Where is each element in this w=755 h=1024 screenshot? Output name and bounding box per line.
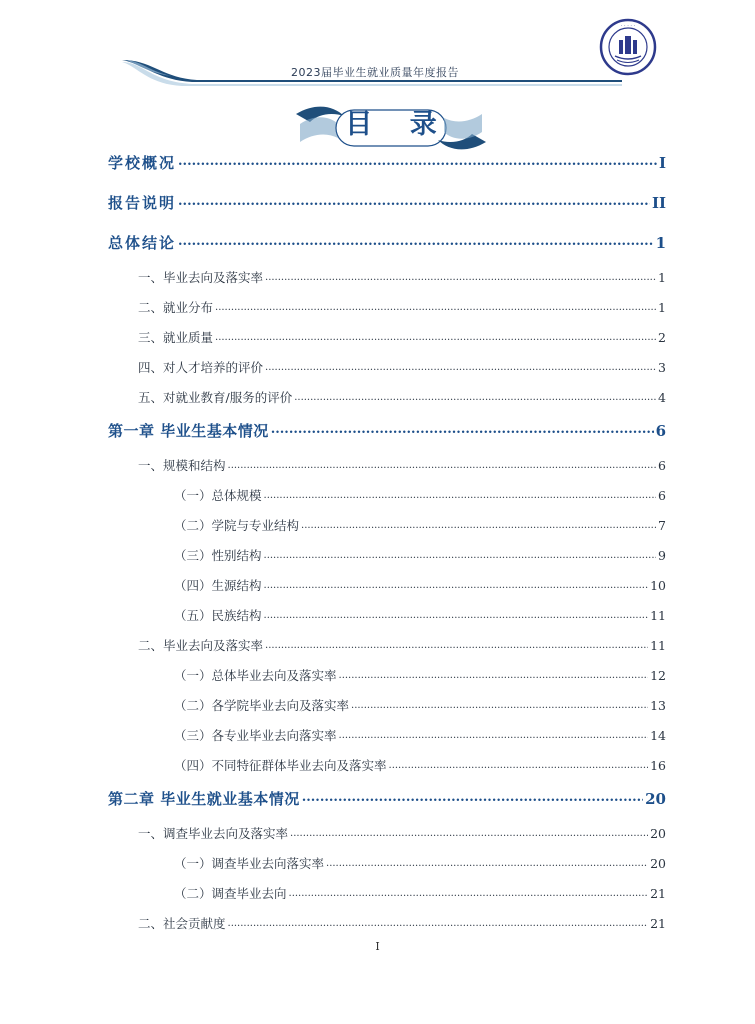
toc-entry-label: （二）各学院毕业去向及落实率: [174, 698, 350, 713]
toc-entry-page: 21: [650, 916, 666, 931]
toc-entry-label: 学校概况: [108, 154, 177, 172]
toc-entry[interactable]: [138, 268, 666, 286]
toc-entry[interactable]: [138, 298, 666, 316]
toc-entry-page: 1: [658, 270, 666, 285]
toc-entry-page: 9: [658, 548, 666, 563]
toc-entry-label: 总体结论: [108, 234, 177, 252]
toc-entry-label: （一）总体规模: [174, 488, 262, 503]
toc-entry-page: 2: [658, 330, 666, 345]
toc-entry-page: 3: [658, 360, 666, 375]
toc-entry-page: 1: [658, 300, 666, 315]
toc-entry-page: 20: [645, 790, 666, 808]
toc-leader-dots: [264, 580, 649, 591]
toc-entry[interactable]: [174, 696, 666, 714]
toc-entry-label: 一、毕业去向及落实率: [138, 270, 264, 285]
toc-entry-label: 报告说明: [108, 194, 177, 212]
toc-leader-dots: [289, 888, 649, 899]
toc-leader-dots: [294, 392, 656, 403]
toc-entry-label: （五）民族结构: [174, 608, 262, 623]
toc-leader-dots: [302, 790, 643, 805]
toc-leader-dots: [271, 422, 654, 437]
toc-entry-label: （一）调查毕业去向落实率: [174, 856, 325, 871]
toc-entry-page: II: [651, 194, 666, 212]
toc-entry[interactable]: [174, 486, 666, 504]
toc-leader-dots: [215, 332, 656, 343]
header-title: 2023届毕业生就业质量年度报告: [291, 66, 459, 79]
toc-entry-page: 6: [658, 458, 666, 473]
toc-entry[interactable]: [138, 388, 666, 406]
toc-entry-page: 6: [655, 422, 666, 440]
toc-entry-label: 一、调查毕业去向及落实率: [138, 826, 289, 841]
toc-entry[interactable]: [174, 884, 666, 902]
toc-leader-dots: [265, 362, 656, 373]
toc-leader-dots: [290, 828, 648, 839]
toc-leader-dots: [178, 154, 657, 169]
toc-leader-dots: [215, 302, 656, 313]
toc-entry-label: （三）各专业毕业去向落实率: [174, 728, 337, 743]
toc-entry-page: 10: [650, 578, 666, 593]
toc-leader-dots: [339, 670, 649, 681]
toc-leader-dots: [178, 234, 654, 249]
toc-entry[interactable]: [138, 358, 666, 376]
toc-leader-dots: [228, 918, 649, 929]
toc-entry-page: I: [658, 154, 666, 172]
toc-entry-label: （四）生源结构: [174, 578, 262, 593]
toc-leader-dots: [264, 550, 657, 561]
toc-leader-dots: [265, 640, 648, 651]
toc-leader-dots: [178, 194, 650, 209]
toc-entry[interactable]: [138, 328, 666, 346]
toc-entry-label: 二、社会贡献度: [138, 916, 226, 931]
toc-entry[interactable]: [174, 854, 666, 872]
toc-entry[interactable]: [174, 576, 666, 594]
toc-entry[interactable]: [108, 788, 666, 809]
toc-entry-page: 20: [650, 826, 666, 841]
toc-entry-label: 三、就业质量: [138, 330, 214, 345]
svg-text:· · · · ·: · · · · ·: [620, 23, 636, 29]
toc-entry[interactable]: [138, 636, 666, 654]
toc-entry-label: 第一章 毕业生基本情况: [108, 422, 269, 440]
toc-entry-page: 16: [650, 758, 666, 773]
toc-entry-page: 4: [658, 390, 666, 405]
toc-entry-page: 1: [655, 234, 666, 252]
toc-entry[interactable]: [108, 232, 666, 253]
toc-entry-page: 14: [650, 728, 666, 743]
toc-title: 目 录: [345, 109, 451, 140]
toc-entry-label: 二、毕业去向及落实率: [138, 638, 264, 653]
toc-leader-dots: [301, 520, 656, 531]
toc-entry[interactable]: [138, 456, 666, 474]
toc-entry-label: （二）学院与专业结构: [174, 518, 300, 533]
toc-entry[interactable]: [108, 192, 666, 213]
toc-entry-page: 7: [658, 518, 666, 533]
toc-entry-label: （二）调查毕业去向: [174, 886, 287, 901]
toc-entry-page: 13: [650, 698, 666, 713]
toc-entry-page: 12: [650, 668, 666, 683]
footer-page-number: I: [375, 940, 380, 953]
toc-entry[interactable]: [108, 420, 666, 441]
toc-entry[interactable]: [174, 516, 666, 534]
toc-entry[interactable]: [138, 824, 666, 842]
toc-entry-label: 第二章 毕业生就业基本情况: [108, 790, 300, 808]
toc-entry-label: 四、对人才培养的评价: [138, 360, 264, 375]
toc-entry[interactable]: [108, 152, 666, 173]
toc-entry-label: （三）性别结构: [174, 548, 262, 563]
toc-entry-page: 20: [650, 856, 666, 871]
toc-entry-label: 五、对就业教育/服务的评价: [138, 390, 293, 405]
toc-entry-page: 11: [650, 608, 666, 623]
toc-entry[interactable]: [174, 546, 666, 564]
university-seal-logo: [599, 18, 657, 76]
toc-entry[interactable]: [174, 756, 666, 774]
toc-title-block: [296, 102, 486, 154]
toc-entry-label: （一）总体毕业去向及落实率: [174, 668, 337, 683]
toc-leader-dots: [264, 610, 649, 621]
toc-entry[interactable]: [174, 606, 666, 624]
toc-entry-page: 21: [650, 886, 666, 901]
toc-entry-label: （四）不同特征群体毕业去向及落实率: [174, 758, 387, 773]
toc-entry[interactable]: [174, 726, 666, 744]
toc-entry-label: 一、规模和结构: [138, 458, 226, 473]
toc-leader-dots: [339, 730, 649, 741]
toc-leader-dots: [265, 272, 656, 283]
toc-leader-dots: [389, 760, 649, 771]
toc-entry-label: 二、就业分布: [138, 300, 214, 315]
toc-entry[interactable]: [138, 914, 666, 932]
toc-entry[interactable]: [174, 666, 666, 684]
toc-entry-page: 11: [650, 638, 666, 653]
toc-leader-dots: [326, 858, 648, 869]
toc-entry-page: 6: [658, 488, 666, 503]
toc-leader-dots: [351, 700, 648, 711]
toc-leader-dots: [264, 490, 657, 501]
toc-leader-dots: [228, 460, 657, 471]
